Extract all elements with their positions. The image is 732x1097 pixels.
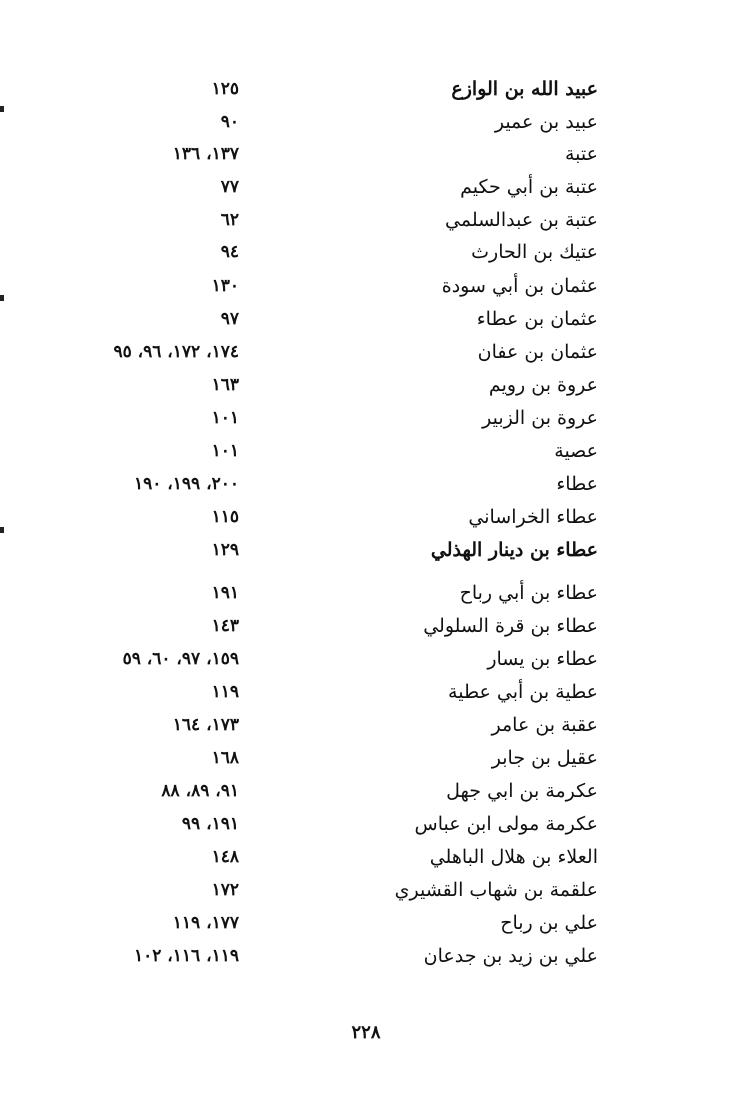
index-entry (0, 710, 732, 740)
index-entry (0, 337, 732, 367)
index-entry (0, 139, 732, 169)
index-entry (0, 469, 732, 499)
entry-name: عطاء بن يسار (487, 648, 598, 670)
entry-page-refs: ٧٧ (220, 177, 239, 197)
entry-name: عطية بن أبي عطية (448, 681, 598, 703)
entry-page-refs: ٢٠٠، ١٩٩، ١٩٠ (133, 474, 239, 494)
entry-name: عتبة بن عبدالسلمي (445, 209, 598, 231)
index-entry (0, 842, 732, 872)
entry-page-refs: ١١٩، ١١٦، ١٠٢ (133, 946, 239, 966)
entry-page-refs: ١٥٩، ٩٧، ٦٠، ٥٩ (122, 649, 239, 669)
entry-name: عطاء بن دينار الهذلي (430, 539, 598, 561)
entry-page-refs: ١٧٣، ١٦٤ (172, 715, 239, 735)
index-entry (0, 611, 732, 641)
index-entry (0, 107, 732, 137)
entry-page-refs: ١٠١ (211, 408, 239, 428)
index-entry (0, 237, 732, 267)
index-entry (0, 205, 732, 235)
index-entry (0, 677, 732, 707)
page-number: ٢٢٨ (351, 1022, 381, 1043)
entry-name: عروة بن رويم (488, 374, 598, 396)
index-entry (0, 403, 732, 433)
entry-name: عبيد الله بن الوازع (451, 78, 598, 100)
margin-mark (0, 295, 4, 301)
entry-page-refs: ٩٧ (220, 309, 239, 329)
entry-page-refs: ١٩١ (211, 583, 239, 603)
entry-page-refs: ١٤٨ (211, 847, 239, 867)
index-entry (0, 875, 732, 905)
index-entry (0, 74, 732, 104)
entry-page-refs: ١٠١ (211, 441, 239, 461)
entry-name: عتبة (565, 143, 598, 165)
entry-page-refs: ١٧٧، ١١٩ (172, 913, 239, 933)
entry-page-refs: ٩١، ٨٩، ٨٨ (161, 781, 239, 801)
index-entry (0, 809, 732, 839)
entry-page-refs: ١١٩ (211, 682, 239, 702)
index-entry (0, 908, 732, 938)
entry-page-refs: ١٩١، ٩٩ (181, 814, 239, 834)
entry-name: عثمان بن عفان (477, 341, 598, 363)
entry-name: عبيد بن عمير (494, 111, 598, 133)
entry-name: عثمان بن عطاء (476, 308, 598, 330)
entry-page-refs: ١٧٤، ١٧٢، ٩٦، ٩٥ (113, 342, 239, 362)
index-entry (0, 370, 732, 400)
index-entry (0, 941, 732, 971)
entry-name: عكرمة بن ابي جهل (446, 780, 598, 802)
entry-page-refs: ١٣٧، ١٣٦ (172, 144, 239, 164)
entry-page-refs: ٩٠ (220, 112, 239, 132)
entry-name: العلاء بن هلال الباهلي (429, 846, 598, 868)
entry-page-refs: ١٤٣ (211, 616, 239, 636)
entry-name: عطاء (556, 473, 598, 495)
entry-page-refs: ١٦٨ (211, 748, 239, 768)
entry-name: علي بن زيد بن جدعان (423, 945, 598, 967)
entry-name: عطاء الخراساني (468, 506, 598, 528)
index-entry (0, 502, 732, 532)
entry-page-refs: ١٧٢ (211, 880, 239, 900)
entry-name: علي بن رباح (500, 912, 598, 934)
entry-name: عثمان بن أبي سودة (441, 275, 598, 297)
entry-name: عتبة بن أبي حكيم (460, 176, 598, 198)
entry-name: علقمة بن شهاب القشيري (394, 879, 598, 901)
entry-page-refs: ٩٤ (220, 242, 239, 262)
entry-page-refs: ١٢٩ (211, 540, 239, 560)
index-entry (0, 304, 732, 334)
entry-name: عصية (554, 440, 598, 462)
entry-name: عطاء بن قرة السلولي (423, 615, 598, 637)
index-entry (0, 776, 732, 806)
entry-page-refs: ١٦٣ (211, 375, 239, 395)
index-entry (0, 271, 732, 301)
margin-mark (0, 106, 4, 112)
entry-name: عقبة بن عامر (491, 714, 598, 736)
index-entry (0, 535, 732, 565)
entry-name: عقيل بن جابر (491, 747, 598, 769)
index-entry (0, 436, 732, 466)
entry-page-refs: ١٢٥ (211, 79, 239, 99)
entry-name: عتيك بن الحارث (471, 241, 598, 263)
margin-mark (0, 527, 4, 533)
entry-name: عكرمة مولى ابن عباس (414, 813, 598, 835)
index-entry (0, 578, 732, 608)
index-entry (0, 172, 732, 202)
index-entry (0, 743, 732, 773)
entry-name: عروة بن الزبير (482, 407, 598, 429)
entry-page-refs: ١٣٠ (211, 276, 239, 296)
entry-page-refs: ٦٢ (220, 210, 239, 230)
entry-page-refs: ١١٥ (211, 507, 239, 527)
index-entry (0, 644, 732, 674)
entry-name: عطاء بن أبي رباح (459, 582, 598, 604)
